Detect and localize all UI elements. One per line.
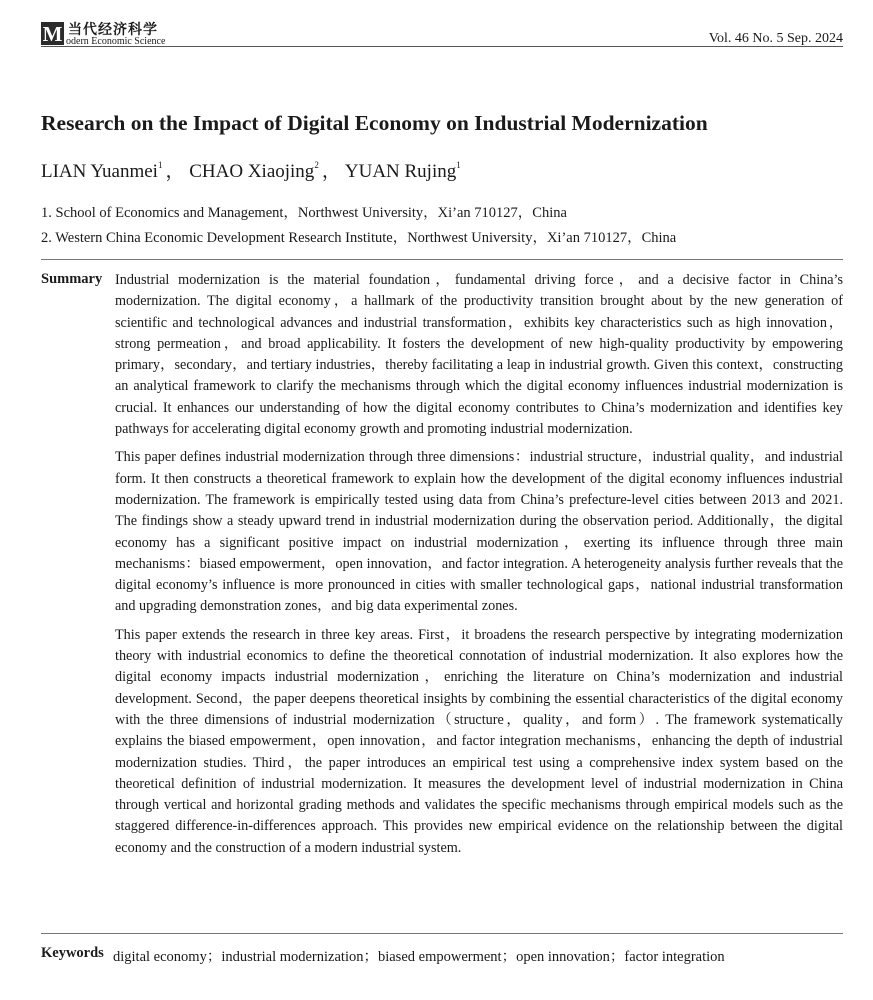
- summary-paragraph: This paper defines industrial modernization through three dimensions：industrial structure，industrial quality，and industrial form. It then constructs a theoretical framework to explain how the development of the digital economy influences industrial modernization. The framework is empirically tested using data from China’s prefecture-level cities between 2013 and 2021. The findings show a steady upward trend in industrial modernization during the observation period. Additionally，the digital economy has a significant positive impact on industrial modernization，exerting its influence through three main mechanisms：biased empowerment，open innovation，and factor integration. A heterogeneity analysis further reveals that the digital economy’s influence is more pronounced in cities with smaller technological gaps，national industrial transformation and upgrading demonstration zones，and big data experimental zones.: [115, 449, 843, 615]
- author-separator: ，: [165, 161, 185, 182]
- summary-paragraph: Industrial modernization is the material foundation，fundamental driving force，and a decisive factor in China’s modernization. The digital economy，a hallmark of the productivity transition brought about by the new generation of scientific and technological advances and industrial transformation，exhibits key characteristics such as high innovation，strong permeation，and broad applicability. It fosters the development of new high-quality productivity by empowering primary，secondary，and tertiary industries，thereby facilitating a leap in industrial growth. Given this context，constructing an analytical framework to clarify the mechanisms through which the digital economy influences industrial modernization is crucial. It enhances our understanding of how the digital economy contributes to China’s modernization and identifies key pathways for accelerating digital economy growth and promoting industrial modernization.: [115, 272, 843, 438]
- keywords-label: Keywords: [41, 945, 104, 961]
- author-affiliation-mark: 1: [456, 160, 461, 170]
- author-affiliation-mark: 2: [314, 160, 319, 170]
- affiliation-2: 2. Western China Economic Development Research Institute，Northwest University，Xi’an 710127，China: [41, 230, 677, 246]
- journal-name-cn: 当代经济科学: [68, 22, 158, 38]
- journal-logo-mark: M: [42, 22, 63, 46]
- journal-name-en: odern Economic Science: [66, 36, 166, 47]
- journal-header: [41, 18, 843, 47]
- keywords-list: digital economy；industrial modernization；biased empowerment；open innovation；factor integration: [113, 949, 725, 965]
- section-divider: [41, 933, 843, 934]
- author-separator: ，: [321, 161, 341, 182]
- issue-info: Vol. 46 No. 5 Sep. 2024: [708, 31, 843, 46]
- author-name: YUAN Rujing: [344, 161, 457, 182]
- summary-paragraph: This paper extends the research in three key areas. First，it broadens the research perspective by integrating modernization theory with industrial economics to define the theoretical connotation of industrial modernization. It also explores how the digital economy impacts industrial modernization，enriching the literature on China’s modernization and industrial development. Second，the paper deepens theoretical insights by combining the essential characteristics of the digital economy with the three dimensions of industrial modernization（structure，quality，and form）. The framework systematically explains the biased empowerment，open innovation，and factor integration mechanisms，enhancing the depth of industrial modernization studies. Third，the paper introduces an empirical test using a comprehensive index system based on the theoretical definition of industrial modernization. It measures the development level of industrial modernization in China through vertical and horizontal grading methods and validates the specific mechanisms through empirical models such as the staggered difference-in-differences approach. This provides new empirical evidence on the relationship between the digital economy and the construction of a modern industrial system.: [115, 626, 843, 856]
- author-name: CHAO Xiaojing: [189, 161, 315, 182]
- author-list: [41, 156, 464, 183]
- summary-label: Summary: [41, 271, 103, 287]
- author-name: LIAN Yuanmei: [41, 161, 158, 182]
- affiliation-1: 1. School of Economics and Management，Northwest University，Xi’an 710127，China: [41, 205, 567, 221]
- author-affiliation-mark: 1: [157, 160, 163, 170]
- section-divider: [41, 259, 843, 260]
- summary-body: [115, 270, 843, 866]
- paper-title: Research on the Impact of Digital Economy on Industrial Modernization: [41, 111, 708, 135]
